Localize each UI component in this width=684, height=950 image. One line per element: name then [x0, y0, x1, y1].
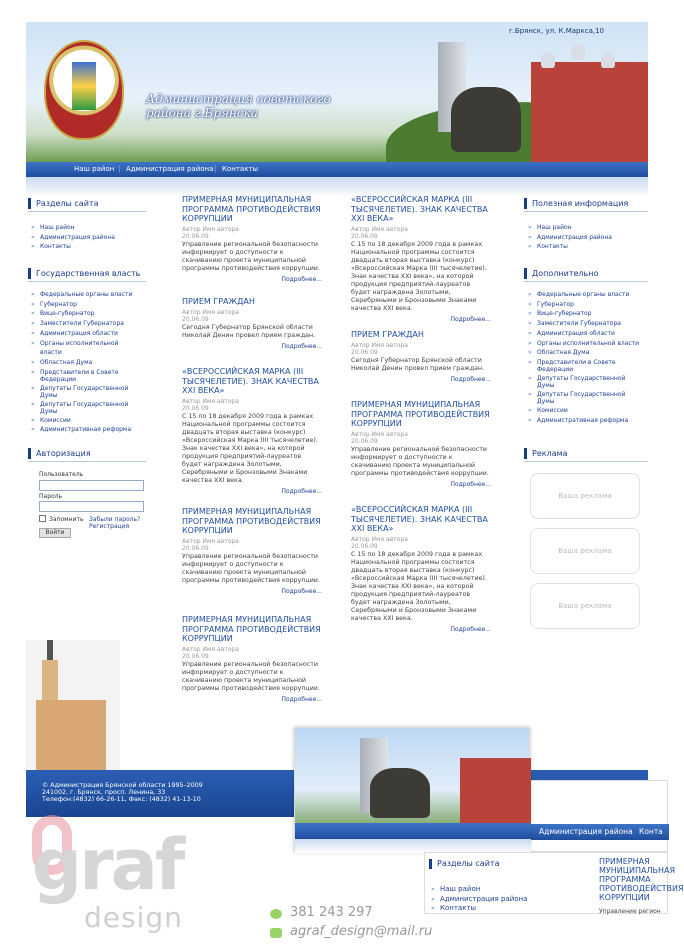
rider-statue-image: [451, 87, 521, 152]
state-power-item[interactable]: » Административная реформа: [31, 425, 141, 435]
preview-nav-item: Администрация района: [539, 827, 633, 836]
auth-title: Авторизация: [28, 448, 91, 459]
preview-rider: [370, 768, 430, 818]
state-power-item[interactable]: » Заместители Губернатора: [31, 319, 141, 329]
news-item: [351, 195, 491, 323]
news-author: Автор Имя автора: [351, 535, 408, 543]
news-item: [182, 615, 322, 703]
additional-item[interactable]: » Губернатор: [528, 300, 643, 310]
news-item: [351, 330, 491, 383]
church-image: [531, 62, 648, 162]
additional-list: [528, 290, 643, 425]
news-item: [351, 400, 491, 488]
news-date: 20.06.09: [182, 404, 209, 412]
footer-copyright: [42, 782, 203, 803]
state-power-item[interactable]: » Федеральные органы власти: [31, 290, 141, 300]
password-input[interactable]: [39, 501, 144, 512]
phone-line: Телефон:(4832) 66-26-11, Факс: (4832) 41-13-10: [42, 796, 201, 803]
preview-sections-list: [431, 885, 527, 914]
additional-title: Дополнительно: [524, 268, 598, 279]
preview-nav-item: Конта: [639, 827, 663, 836]
preview-news-text: Управление регион: [599, 908, 661, 915]
designer-phone: 381 243 297: [290, 905, 373, 920]
preview-sections-title: Разделы сайта: [429, 859, 499, 869]
news-text: Управление региональной безопасности информирует о доступности к скачиванию проекта муниципальной программы противодействия коррупции.: [182, 660, 320, 692]
state-power-item[interactable]: » Губернатор: [31, 300, 141, 310]
preview-crop-header: [294, 727, 530, 852]
news-title[interactable]: ПРИМЕРНАЯ МУНИЦИПАЛЬНАЯ ПРОГРАММА ПРОТИВОДЕЙСТВИЯ КОРРУПЦИИ: [182, 615, 321, 643]
useful-info-title: Полезная информация: [524, 198, 628, 209]
state-power-item[interactable]: » Областная Дума: [31, 358, 141, 368]
district-emblem: [44, 40, 124, 140]
preview-crop-content: [424, 852, 684, 915]
news-author: Автор Имя автора: [351, 341, 408, 349]
news-item: [182, 297, 322, 350]
divider: [524, 461, 648, 462]
username-label: Пользователь: [39, 471, 84, 478]
news-date: 20.06.09: [182, 652, 209, 660]
additional-item[interactable]: » Административная реформа: [528, 416, 643, 426]
nav-shadow: [26, 177, 648, 197]
read-more-link[interactable]: Подробнее...: [281, 275, 322, 283]
mail-icon: [270, 928, 282, 938]
news-text: Управление региональной безопасности информирует о доступности к скачиванию проекта муниципальной программы противодействия коррупции.: [351, 445, 489, 477]
news-author: Автор Имя автора: [351, 430, 408, 438]
additional-item[interactable]: » Представители в Совете Федерации: [528, 358, 643, 374]
news-text: Сегодня Губернатор Брянской области Николай Денин провел прием граждан.: [351, 356, 485, 372]
news-text: Управление региональной безопасности информирует о доступности к скачиванию проекта муниципальной программы противодействия коррупции.: [182, 552, 320, 584]
nav-divider: |: [118, 165, 121, 173]
news-text: Сегодня Губернатор Брянской области Николай Денин провел прием граждан.: [182, 323, 316, 339]
additional-item[interactable]: » Органы исполнительной власти: [528, 339, 643, 349]
nav-divider: |: [214, 165, 217, 173]
preview-sections-item: » Наш район: [431, 885, 527, 895]
preview-nav: [531, 824, 669, 840]
divider: [524, 281, 648, 282]
logo-text: graf: [32, 824, 183, 906]
news-author: Автор Имя автора: [182, 537, 239, 545]
news-title[interactable]: ПРИМЕРНАЯ МУНИЦИПАЛЬНАЯ ПРОГРАММА ПРОТИВОДЕЙСТВИЯ КОРРУПЦИИ: [182, 195, 321, 223]
useful-info-item[interactable]: » Наш район: [528, 223, 612, 233]
news-date: 20.06.09: [182, 315, 209, 323]
copyright-line: © Администрация Брянской области 1995–2009: [42, 782, 203, 789]
news-item: [182, 507, 322, 595]
state-power-item[interactable]: » Администрация области: [31, 329, 141, 339]
username-input[interactable]: [39, 480, 144, 491]
news-author: Автор Имя автора: [182, 308, 239, 316]
useful-info-list: [528, 223, 612, 252]
news-item: [182, 367, 322, 495]
address-line: 241002, г. Брянск, просп. Ленина, 33: [42, 789, 166, 796]
news-text: Управление региональной безопасности информирует о доступности к скачиванию проекта муниципальной программы противодействия коррупции.: [182, 240, 320, 272]
additional-item[interactable]: » Вице-губернатор: [528, 309, 643, 319]
state-power-item[interactable]: » Комиссии: [31, 416, 141, 426]
preview-crop-nav: [530, 780, 668, 852]
news-title[interactable]: ПРИМЕРНАЯ МУНИЦИПАЛЬНАЯ ПРОГРАММА ПРОТИВОДЕЙСТВИЯ КОРРУПЦИИ: [351, 400, 490, 428]
additional-item[interactable]: » Заместители Губернатора: [528, 319, 643, 329]
useful-info-item[interactable]: » Администрация района: [528, 233, 612, 243]
useful-info-item[interactable]: » Контакты: [528, 242, 612, 252]
news-date: 20.06.09: [351, 348, 378, 356]
news-item: [182, 195, 322, 283]
sections-list: [31, 223, 115, 252]
ad-banner[interactable]: Ваша реклама: [530, 583, 640, 629]
state-power-title: Государственная власть: [28, 268, 140, 279]
state-power-item[interactable]: » Органы исполнительной власти: [31, 339, 141, 358]
state-power-item[interactable]: » Вице-губернатор: [31, 309, 141, 319]
read-more-link[interactable]: Подробнее...: [450, 480, 491, 488]
divider: [28, 211, 146, 212]
news-text: С 15 по 18 декабря 2009 года в рамках Национальной программы состоится двадцать вторая выставка (конкурс) «Всероссийская Марка (III тысячелетие). Знак качества XXI века», на которой продукция предприятий-лауреатов будет награждена Золотыми, Серебряными и Бронзовыми Знаками качества XXI века.: [351, 550, 487, 622]
ad-banner[interactable]: Ваша реклама: [530, 528, 640, 574]
news-author: Автор Имя автора: [182, 645, 239, 653]
ad-banner[interactable]: Ваша реклама: [530, 473, 640, 519]
sections-item[interactable]: » Наш район: [31, 223, 115, 233]
news-text: С 15 по 18 декабря 2009 года в рамках Национальной программы состоится двадцать вторая выставка (конкурс) «Всероссийская Марка (III тысячелетие). Знак качества XXI века», на которой продукция предприятий-лауреатов будет награждена Золотыми, Серебряными и Бронзовыми Знаками качества XXI века.: [351, 240, 487, 312]
news-author: Автор Имя автора: [351, 225, 408, 233]
state-power-item[interactable]: » Представители в Совете Федерации: [31, 368, 141, 384]
header-banner: [26, 22, 648, 162]
news-date: 20.06.09: [182, 544, 209, 552]
site-page: [26, 22, 648, 817]
read-more-link[interactable]: Подробнее...: [281, 487, 322, 495]
news-author: Автор Имя автора: [182, 225, 239, 233]
nav-item-administration[interactable]: Администрация района: [126, 165, 214, 173]
news-date: 20.06.09: [182, 232, 209, 240]
login-button[interactable]: Войти: [39, 528, 71, 538]
church-illustration: [26, 640, 120, 770]
admin-title: Администрация советского района г.Брянска: [146, 92, 331, 120]
preview-nav: [295, 823, 531, 839]
news-title[interactable]: «ВСЕРОССИЙСКАЯ МАРКА (III ТЫСЯЧЕЛЕТИЕ). ЗНАК КАЧЕСТВА XXI ВЕКА»: [351, 505, 488, 533]
nav-item-contacts[interactable]: Контакты: [222, 165, 259, 173]
additional-item[interactable]: » Областная Дума: [528, 348, 643, 358]
remember-checkbox[interactable]: [39, 515, 46, 522]
news-text: С 15 по 18 декабря 2009 года в рамках Национальной программы состоится двадцать вторая выставка (конкурс) «Всероссийская Марка (III тысячелетие). Знак качества XXI века», на которой продукция предприятий-лауреатов будет награждена Золотыми, Серебряными и Бронзовыми Знаками качества XXI века.: [182, 412, 318, 484]
news-title[interactable]: ПРИЕМ ГРАЖДАН: [351, 330, 424, 339]
designer-email[interactable]: agraf_design@mail.ru: [290, 924, 433, 939]
additional-item[interactable]: » Депутаты Государственной Думы: [528, 390, 643, 406]
additional-item[interactable]: » Комиссии: [528, 406, 643, 416]
divider: [28, 461, 146, 462]
divider: [524, 211, 648, 212]
ads-title: Реклама: [524, 448, 568, 459]
read-more-link[interactable]: Подробнее...: [450, 625, 491, 633]
preview-sections-item: » Контакты: [431, 904, 527, 914]
logo-subtext: design: [84, 901, 183, 934]
sections-title: Разделы сайта: [28, 198, 98, 209]
state-power-item[interactable]: » Депутаты Государственной Думы: [31, 400, 141, 416]
read-more-link[interactable]: Подробнее...: [450, 315, 491, 323]
nav-item-our-district[interactable]: Наш район: [74, 165, 115, 173]
read-more-link[interactable]: Подробнее...: [281, 695, 322, 703]
read-more-link[interactable]: Подробнее...: [281, 342, 322, 350]
read-more-link[interactable]: Подробнее...: [281, 587, 322, 595]
additional-item[interactable]: » Администрация области: [528, 329, 643, 339]
news-date: 20.06.09: [351, 232, 378, 240]
preview-nav-shadow: [295, 839, 531, 853]
read-more-link[interactable]: Подробнее...: [450, 375, 491, 383]
state-power-list: [31, 290, 141, 435]
password-label: Пароль: [39, 493, 63, 500]
additional-item[interactable]: » Депутаты Государственной Думы: [528, 374, 643, 390]
news-title[interactable]: ПРИЕМ ГРАЖДАН: [182, 297, 255, 306]
state-power-item[interactable]: » Депутаты Государственной Думы: [31, 384, 141, 400]
news-date: 20.06.09: [351, 437, 378, 445]
news-date: 20.06.09: [351, 542, 378, 550]
news-title[interactable]: «ВСЕРОССИЙСКАЯ МАРКА (III ТЫСЯЧЕЛЕТИЕ). ЗНАК КАЧЕСТВА XXI ВЕКА»: [351, 195, 488, 223]
sections-item[interactable]: » Контакты: [31, 242, 115, 252]
preview-church: [460, 758, 531, 823]
news-title[interactable]: «ВСЕРОССИЙСКАЯ МАРКА (III ТЫСЯЧЕЛЕТИЕ). ЗНАК КАЧЕСТВА XXI ВЕКА»: [182, 367, 319, 395]
preview-sections-item: » Администрация района: [431, 895, 527, 905]
register-link[interactable]: Регистрация: [89, 523, 130, 530]
sections-item[interactable]: » Администрация района: [31, 233, 115, 243]
additional-item[interactable]: » Федеральные органы власти: [528, 290, 643, 300]
forgot-password-link[interactable]: Забыли пароль?: [89, 516, 141, 523]
remember-label: Запомнить: [49, 516, 84, 523]
header-address: г.Брянск, ул. К.Маркса,10: [509, 27, 604, 35]
designer-logo: [32, 815, 232, 945]
news-author: Автор Имя автора: [182, 397, 239, 405]
divider: [28, 281, 146, 282]
icq-icon: [270, 909, 282, 919]
preview-news-title: ПРИМЕРНАЯ МУНИЦИПАЛЬНАЯ ПРОГРАММА ПРОТИВОДЕЙСТВИЯ КОРРУПЦИИ: [599, 857, 684, 902]
main-nav: [26, 162, 648, 177]
news-title[interactable]: ПРИМЕРНАЯ МУНИЦИПАЛЬНАЯ ПРОГРАММА ПРОТИВОДЕЙСТВИЯ КОРРУПЦИИ: [182, 507, 321, 535]
news-item: [351, 505, 491, 633]
